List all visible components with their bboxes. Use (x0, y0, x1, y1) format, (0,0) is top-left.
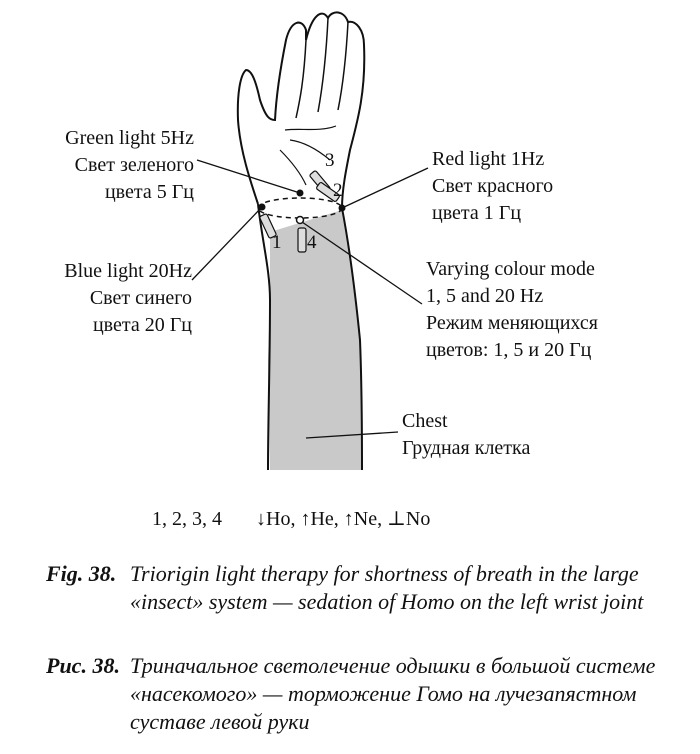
caption-ru-text: Триначальное светолечение одышки в большой системе «насекомого» — торможение Гомо на лучезапястном суставе левой руки (130, 653, 656, 734)
varying-label-en-1: Varying colour mode (426, 258, 595, 280)
caption-ru-tag: Рис. 38. (46, 653, 120, 678)
leader-blue (192, 207, 262, 280)
red-light-label (432, 146, 553, 227)
varying-mode-label (426, 256, 598, 364)
caption-english (46, 560, 670, 616)
point-number-1: 1 (272, 232, 282, 253)
point-number-2: 2 (333, 180, 343, 201)
varying-label-en-2: 1, 5 and 20 Hz (426, 285, 544, 307)
green-label-ru-2: цвета 5 Гц (104, 181, 194, 203)
caption-en-text: Triorigin light therapy for shortness of breath in the large «insect» system — sedation of Homo on the left wrist joint (130, 561, 644, 614)
varying-label-ru-2: цветов: 1, 5 и 20 Гц (426, 339, 592, 361)
green-label-ru-1: Свет зеленого (74, 154, 194, 176)
green-label-en: Green light 5Hz (65, 127, 194, 149)
forearm-outline-left (258, 204, 270, 470)
point-number-3: 3 (325, 150, 335, 171)
legend-effects: ↓Ho, ↑He, ↑Ne, ⊥No (256, 508, 431, 530)
green-light-label (65, 125, 194, 206)
blue-label-ru-2: цвета 20 Гц (92, 314, 192, 336)
chest-label (402, 408, 530, 462)
varying-label-ru-1: Режим меняющихся (426, 312, 598, 334)
blue-label-en: Blue light 20Hz (64, 260, 192, 282)
emitter-4 (298, 228, 306, 252)
red-label-ru-2: цвета 1 Гц (432, 202, 522, 224)
red-label-ru-1: Свет красного (432, 175, 554, 197)
blue-light-label (64, 258, 192, 339)
chest-label-en: Chest (402, 410, 448, 432)
red-label-en: Red light 1Hz (432, 148, 545, 170)
point-number-4: 4 (307, 232, 317, 253)
chest-label-ru: Грудная клетка (402, 437, 531, 459)
legend-line (152, 506, 430, 531)
caption-russian (46, 652, 670, 736)
blue-label-ru-1: Свет синего (89, 287, 192, 309)
caption-en-tag: Fig. 38. (46, 561, 117, 586)
legend-points: 1, 2, 3, 4 (152, 508, 222, 530)
leader-red (342, 168, 428, 208)
